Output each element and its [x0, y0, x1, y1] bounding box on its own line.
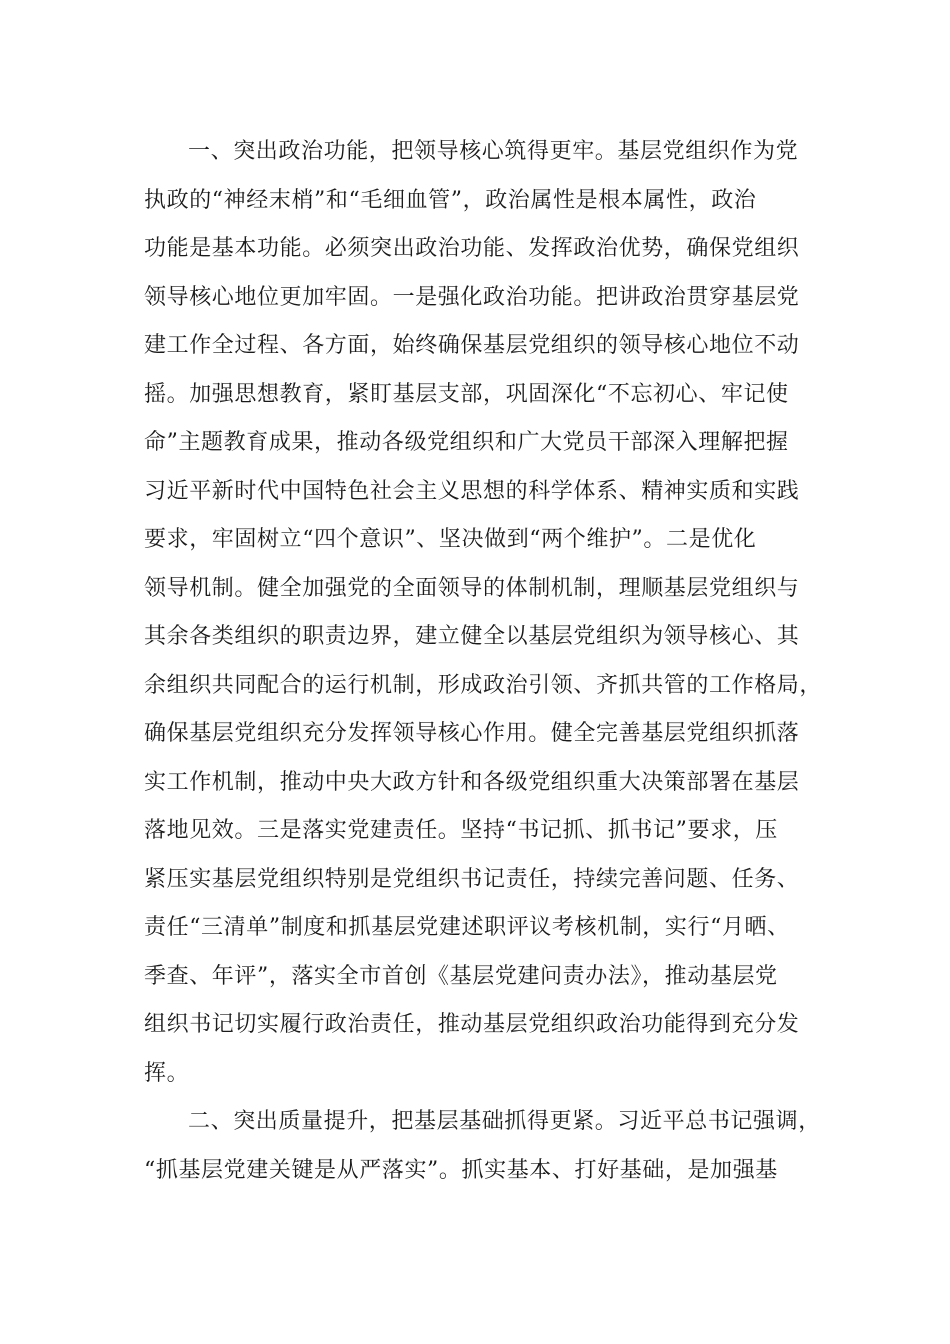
- text-line: 功能是基本功能。必须突出政治功能、发挥政治优势，确保党组织: [144, 236, 800, 261]
- text-line: 习近平新时代中国特色社会主义思想的科学体系、精神实质和实践: [144, 478, 800, 504]
- text-line: 组织书记切实履行政治责任，推动基层党组织政治功能得到充分发: [144, 1012, 800, 1037]
- text-line: 责任“三清单”制度和抓基层党建述职评议考核机制，实行“月晒、: [144, 915, 790, 940]
- text-line: 摇。加强思想教育，紧盯基层支部，巩固深化“不忘初心、牢记使: [144, 381, 789, 407]
- text-line: 要求，牢固树立“四个意识”、坚决做到“两个维护”。二是优化: [144, 527, 757, 552]
- paragraph-1: [144, 128, 823, 1098]
- text-line: 二、突出质量提升，把基层基础抓得更紧。习近平总书记强调，: [188, 1109, 821, 1134]
- text-line: 确保基层党组织充分发挥领导核心作用。健全完善基层党组织抓落: [144, 721, 800, 746]
- text-line: 建工作全过程、各方面，始终确保基层党组织的领导核心地位不动: [144, 333, 800, 358]
- text-line: 季查、年评”，落实全市首创《基层党建问责办法》，推动基层党: [144, 963, 778, 989]
- text-line: 挥。: [144, 1060, 190, 1086]
- text-line: 落地见效。三是落实党建责任。坚持“书记抓、抓书记”要求，压: [144, 818, 778, 843]
- text-line: 其余各类组织的职责边界，建立健全以基层党组织为领导核心、其: [144, 624, 800, 649]
- text-line: 领导机制。健全加强党的全面领导的体制机制，理顺基层党组织与: [144, 575, 800, 601]
- text-line: 余组织共同配合的运行机制，形成政治引领、齐抓共管的工作格局，: [144, 672, 823, 698]
- text-line: 领导核心地位更加牢固。一是强化政治功能。把讲政治贯穿基层党: [144, 284, 800, 310]
- document-body: [144, 128, 823, 1195]
- text-line: “抓基层党建关键是从严落实”。抓实基本、打好基础，是加强基: [144, 1157, 778, 1183]
- text-line: 一、突出政治功能，把领导核心筑得更牢。基层党组织作为党: [188, 139, 799, 164]
- paragraph-2: [144, 1098, 821, 1195]
- text-line: 命”主题教育成果，推动各级党组织和广大党员干部深入理解把握: [144, 430, 789, 455]
- text-line: 紧压实基层党组织特别是党组织书记责任，持续完善问题、任务、: [144, 866, 800, 892]
- text-line: 执政的“神经末梢”和“毛细血管”，政治属性是根本属性，政治: [144, 187, 757, 213]
- text-line: 实工作机制，推动中央大政方针和各级党组织重大决策部署在基层: [144, 769, 800, 795]
